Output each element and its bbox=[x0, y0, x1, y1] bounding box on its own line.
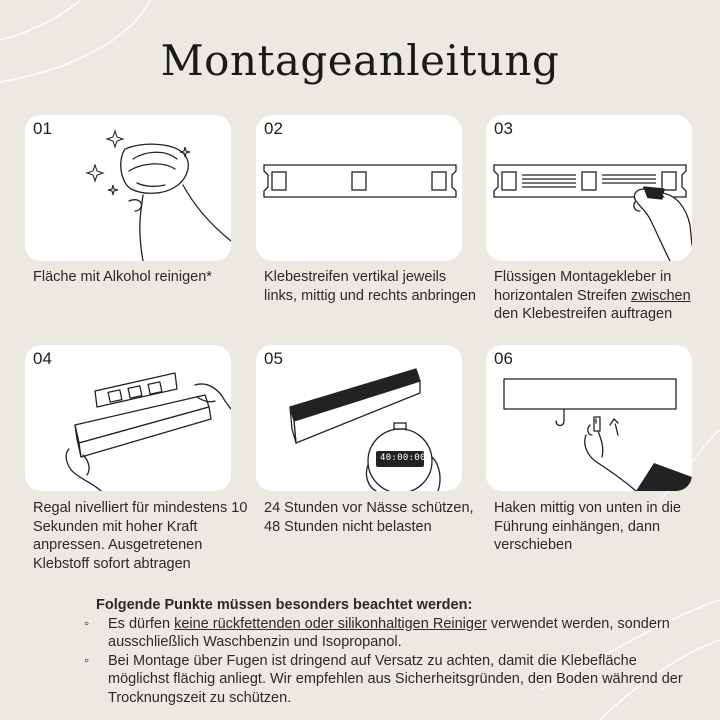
note-item-2: ◦ Bei Montage über Fugen ist dringend auf Versatz zu achten, damit die Klebefläche möglichst flächig anliegt. Wir empfehlen aus Sicherheitsgründen, den Boden während der Trocknungszeit zu schützen. bbox=[84, 652, 683, 706]
step-card-04 bbox=[25, 345, 231, 491]
step-caption-02: Klebestreifen vertikal jeweils links, mittig und rechts anbringen bbox=[264, 269, 476, 304]
step-card-02 bbox=[256, 115, 462, 261]
adhesive-strips-illustration bbox=[256, 115, 462, 261]
step-caption-04: Regal nivelliert für mindestens 10 Sekunden mit hoher Kraft anpressen. Ausgetretenen Klebstoff sofort abtragen bbox=[33, 500, 248, 572]
shelf-and-stopwatch-illustration bbox=[256, 345, 462, 491]
step-card-01 bbox=[25, 115, 231, 261]
press-shelf-level-illustration bbox=[25, 345, 231, 491]
notes-section bbox=[84, 596, 684, 707]
step-card-05 bbox=[256, 345, 462, 491]
notes-heading: Folgende Punkte müssen besonders beachtet werden: bbox=[96, 597, 473, 613]
underlined-phrase: keine rückfettenden oder silikonhaltigen Reiniger bbox=[174, 615, 487, 632]
note-item-1: ◦ Es dürfen keine rückfettenden oder silikonhaltigen Reiniger verwendet werden, sondern ausschließlich Waschbenzin und Isopropanol. bbox=[84, 615, 670, 650]
step-caption-06: Haken mittig von unten in die Führung einhängen, dann verschieben bbox=[494, 500, 681, 553]
step-caption-05: 24 Stunden vor Nässe schützen, 48 Stunden nicht belasten bbox=[264, 500, 474, 535]
step-number: 03 bbox=[494, 119, 513, 138]
step-number: 02 bbox=[264, 119, 283, 138]
bullet-icon: ◦ bbox=[84, 652, 90, 669]
step-caption-03: Flüssigen Montagekleber in horizontalen Streifen zwischen den Klebestreifen auftragen bbox=[494, 269, 691, 322]
step-number: 06 bbox=[494, 349, 513, 368]
page-title: Montageanleitung bbox=[160, 36, 560, 85]
stopwatch-time-label: 40:00:00 bbox=[380, 453, 426, 463]
step-card-06 bbox=[486, 345, 692, 491]
step-caption-01: Fläche mit Alkohol reinigen* bbox=[33, 269, 212, 285]
hook-insertion-illustration bbox=[486, 345, 692, 491]
glue-application-illustration bbox=[486, 115, 692, 261]
bullet-icon: ◦ bbox=[84, 615, 90, 632]
step-number: 01 bbox=[33, 119, 52, 138]
step-card-03 bbox=[486, 115, 692, 261]
underlined-word: zwischen bbox=[631, 287, 691, 304]
step-number: 05 bbox=[264, 349, 283, 368]
cleaning-hand-illustration bbox=[25, 115, 231, 261]
step-number: 04 bbox=[33, 349, 52, 368]
